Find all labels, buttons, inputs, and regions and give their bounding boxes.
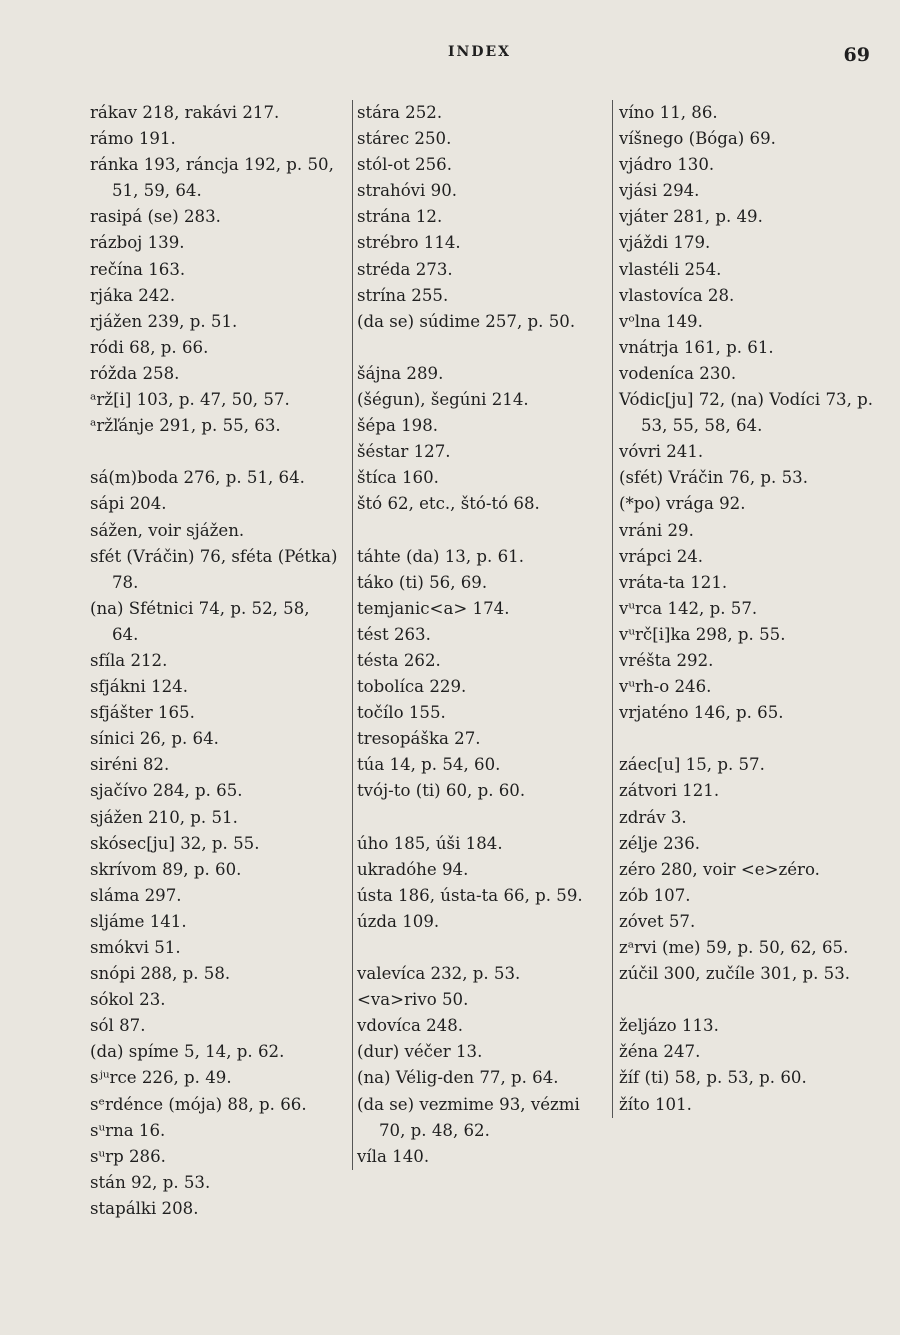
index-entry: vjádro 130. <box>619 155 715 175</box>
index-entry: (da se) vezmime 93, vézmi 70, p. 48, 62. <box>357 1094 580 1140</box>
index-entry: ᵃržľánje 291, p. 55, 63. <box>90 416 281 436</box>
index-entry: (da se) súdime 257, p. 50. <box>357 311 576 331</box>
index-entry: (na) Vélig-den 77, p. 64. <box>357 1068 559 1088</box>
index-entry: ukradóhe 94. <box>357 859 469 879</box>
index-entry: sfjákni 124. <box>90 677 188 697</box>
index-entry: šéstar 127. <box>357 442 451 462</box>
index-entry: štíca 160. <box>357 468 439 488</box>
index-entry: vrjaténo 146, p. 65. <box>619 703 784 723</box>
index-entry: zéro 280, voir <e>zéro. <box>619 859 820 879</box>
index-entry: siréni 82. <box>90 755 170 775</box>
index-entry: stréda 273. <box>357 259 453 279</box>
section-gap <box>619 987 879 1013</box>
index-entry: vóvri 241. <box>619 442 704 462</box>
index-entry: sᵘrp 286. <box>90 1146 166 1166</box>
index-entry: vdovíca 248. <box>357 1016 464 1036</box>
index-entry: stán 92, p. 53. <box>90 1172 211 1192</box>
index-entry: (na) Sfétnici 74, p. 52, 58, 64. <box>90 598 310 644</box>
index-entry: sᵉrdénce (mója) 88, p. 66. <box>90 1094 307 1114</box>
index-entry: sláma 297. <box>90 885 182 905</box>
index-column-1 <box>90 100 340 1222</box>
header-title: INDEX <box>448 44 512 60</box>
index-entry: vráni 29. <box>619 520 694 540</box>
index-entry: ránka 193, ráncja 192, p. 50, 51, 59, 64. <box>90 155 334 201</box>
index-entry: záec[u] 15, p. 57. <box>619 755 765 775</box>
index-entry: sfét (Vráčin) 76, sféta (Pétka) 78. <box>90 546 338 592</box>
index-entry: vjáždi 179. <box>619 233 711 253</box>
index-entry: temjanic<a> 174. <box>357 598 510 618</box>
index-entry: vᵘrca 142, p. 57. <box>619 598 758 618</box>
index-entry: ródi 68, p. 66. <box>90 337 209 357</box>
section-gap <box>357 518 609 544</box>
index-entry: víla 140. <box>357 1146 430 1166</box>
index-entry: stára 252. <box>357 103 443 122</box>
index-entry: žíf (ti) 58, p. 53, p. 60. <box>619 1068 807 1088</box>
index-entry: tésta 262. <box>357 650 441 670</box>
index-entry: tresopáška 27. <box>357 729 481 749</box>
index-entry: rjáka 242. <box>90 285 176 305</box>
index-entry: strána 12. <box>357 207 443 227</box>
index-entry: sá(m)boda 276, p. 51, 64. <box>90 468 305 488</box>
index-entry: vréšta 292. <box>619 650 714 670</box>
index-entry: žíto 101. <box>619 1094 692 1114</box>
index-entry: zélje 236. <box>619 833 701 853</box>
index-entry: vráta-ta 121. <box>619 572 728 592</box>
index-entry: rázboj 139. <box>90 233 185 253</box>
index-entry: zᵃrvi (me) 59, p. 50, 62, 65. <box>619 938 849 957</box>
index-entry: vlastovíca 28. <box>619 285 735 305</box>
index-entry: (*po) vrága 92. <box>619 494 746 514</box>
index-entry: (dur) véčer 13. <box>357 1042 483 1062</box>
index-entry: skósec[ju] 32, p. 55. <box>90 833 260 853</box>
index-entry: róžda 258. <box>90 363 180 383</box>
index-entry: skrívom 89, p. 60. <box>90 859 242 879</box>
index-entry: táhte (da) 13, p. 61. <box>357 546 524 566</box>
index-entry: sjážen 210, p. 51. <box>90 807 238 827</box>
index-entry: rákav 218, rakávi 217. <box>90 103 280 122</box>
index-entry: točílo 155. <box>357 703 446 723</box>
index-entry: sfíla 212. <box>90 650 168 670</box>
index-entry: ústa 186, ústa-ta 66, p. 59. <box>357 885 583 905</box>
index-entry: tvój-to (ti) 60, p. 60. <box>357 781 526 801</box>
index-entry: žéna 247. <box>619 1042 701 1062</box>
index-entry: željázo 113. <box>619 1016 719 1036</box>
index-entry: šájna 289. <box>357 363 444 383</box>
index-entry: šépa 198. <box>357 416 439 436</box>
index-entry: rečína 163. <box>90 259 186 279</box>
index-entry: zátvori 121. <box>619 781 720 801</box>
section-gap <box>357 335 609 361</box>
index-entry: túa 14, p. 54, 60. <box>357 755 501 775</box>
index-entry: zób 107. <box>619 885 691 905</box>
index-entry: víšnego (Bóga) 69. <box>619 129 776 149</box>
index-entry: sól 87. <box>90 1016 146 1036</box>
index-entry: vᵘrč[i]ka 298, p. 55. <box>619 624 786 644</box>
index-column-3 <box>612 100 879 1118</box>
index-entry: vjáter 281, p. 49. <box>619 207 763 227</box>
index-entry: tobolíca 229. <box>357 677 467 697</box>
index-entry: víno 11, 86. <box>619 103 718 122</box>
index-entry: sápi 204. <box>90 494 167 514</box>
index-entry: tést 263. <box>357 624 431 644</box>
index-entry: zóvet 57. <box>619 911 696 931</box>
index-entry: strína 255. <box>357 285 449 305</box>
index-entry: (sfét) Vráčin 76, p. 53. <box>619 468 808 488</box>
page-number: 69 <box>843 44 870 66</box>
index-entry: ᵃrž[i] 103, p. 47, 50, 57. <box>90 390 290 410</box>
index-entry: sʲᵘrce 226, p. 49. <box>90 1068 232 1088</box>
index-entry: zdráv 3. <box>619 807 687 827</box>
index-entry: sᵘrna 16. <box>90 1120 166 1140</box>
index-entry: štó 62, etc., štó-tó 68. <box>357 494 540 514</box>
index-entry: stárec 250. <box>357 129 452 149</box>
index-entry: zúčil 300, zučíle 301, p. 53. <box>619 964 851 984</box>
index-entry: sljáme 141. <box>90 911 187 931</box>
index-entry: sfjášter 165. <box>90 703 195 723</box>
index-entry: sjačívo 284, p. 65. <box>90 781 243 801</box>
index-entry: úho 185, úši 184. <box>357 833 503 853</box>
running-header <box>0 44 900 74</box>
index-entry: <va>rivo 50. <box>357 990 469 1010</box>
index-entry: vᵒlna 149. <box>619 311 703 331</box>
index-entry: (šégun), šegúni 214. <box>357 390 529 410</box>
index-entry: táko (ti) 56, 69. <box>357 572 488 592</box>
index-entry: vnátrja 161, p. 61. <box>619 337 774 357</box>
index-entry: vjási 294. <box>619 181 700 201</box>
section-gap <box>90 439 340 465</box>
index-entry: vodeníca 230. <box>619 363 737 383</box>
section-gap <box>357 935 609 961</box>
index-entry: vlastéli 254. <box>619 259 722 279</box>
index-entry: rámo 191. <box>90 129 176 149</box>
index-entry: strahóvi 90. <box>357 181 458 201</box>
index-entry: snópi 288, p. 58. <box>90 964 231 984</box>
index-entry: strébro 114. <box>357 233 461 253</box>
index-entry: sókol 23. <box>90 990 166 1010</box>
section-gap <box>619 726 879 752</box>
index-entry: sínici 26, p. 64. <box>90 729 219 749</box>
index-entry: úzda 109. <box>357 911 440 931</box>
index-entry: valevíca 232, p. 53. <box>357 964 521 984</box>
index-entry: stapálki 208. <box>90 1198 199 1218</box>
index-entry: rjážen 239, p. 51. <box>90 311 238 331</box>
index-entry: Vódic[ju] 72, (na) Vodíci 73, p. 53, 55, 58, 64. <box>619 390 874 436</box>
index-entry: smókvi 51. <box>90 938 181 957</box>
index-entry: stól-ot 256. <box>357 155 452 175</box>
index-entry: rasipá (se) 283. <box>90 207 221 227</box>
index-entry: sážen, voir sjážen. <box>90 520 245 540</box>
section-gap <box>357 805 609 831</box>
index-column-2 <box>352 100 609 1170</box>
index-entry: vrápci 24. <box>619 546 704 566</box>
index-entry: vᵘrh-o 246. <box>619 677 712 697</box>
index-entry: (da) spíme 5, 14, p. 62. <box>90 1042 285 1062</box>
